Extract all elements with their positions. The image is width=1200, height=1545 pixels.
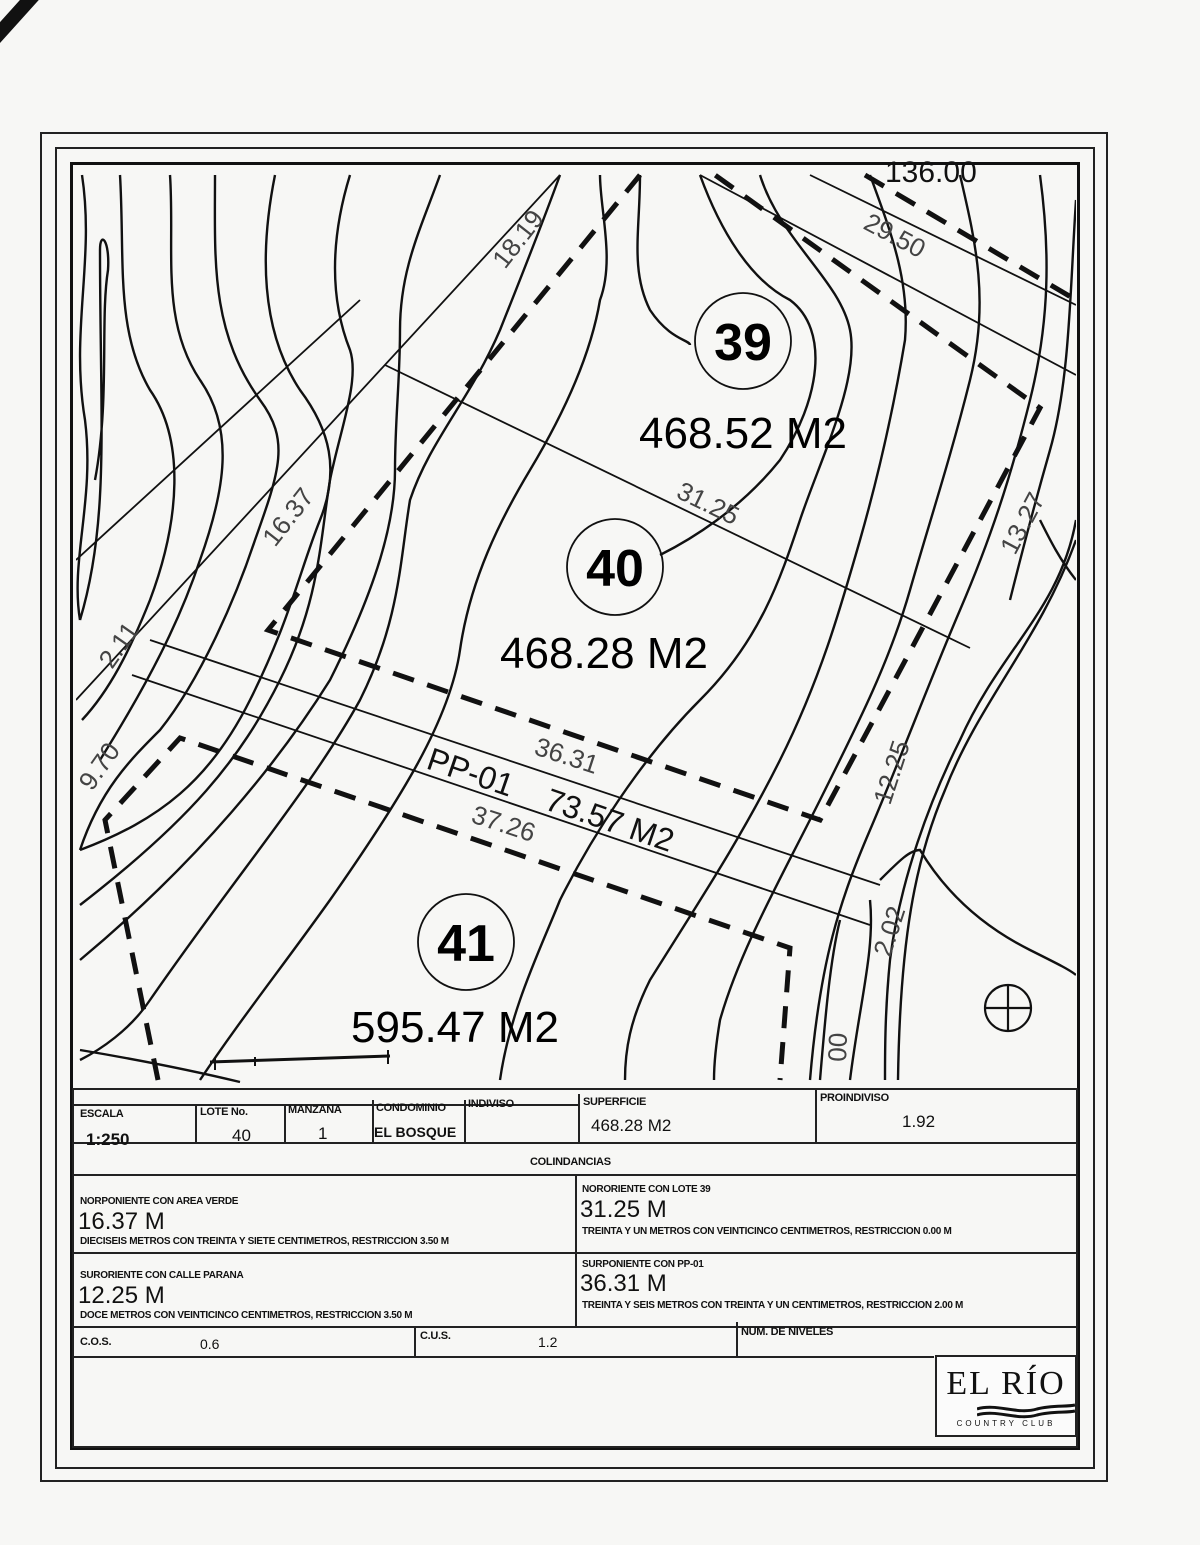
walkway-area: 73.57 M2 [540,781,679,859]
boundary-text: TREINTA Y SEIS METROS CON TREINTA Y UN CENTIMETROS, RESTRICCION 2.00 M [582,1300,964,1311]
lot-39-number: 39 [714,314,772,372]
proindiviso-label: PROINDIVISO [820,1092,889,1104]
lot-40-number: 40 [586,540,644,598]
cus-label: C.U.S. [420,1330,451,1342]
boundary-heading: SURPONIENTE CON PP-01 [582,1259,704,1270]
dim-2-11: 2.11 [92,616,145,674]
lote-value: 40 [232,1126,251,1145]
divider [72,1252,1078,1254]
manzana-value: 1 [318,1124,328,1143]
lot-41-area: 595.47 M2 [351,1003,559,1052]
manzana-label: MANZANA [288,1104,342,1116]
lot-40-area: 468.28 M2 [500,629,708,678]
compass-icon [985,985,1031,1031]
escala-label: ESCALA [80,1108,124,1120]
dim-18-19: 18.19 [486,203,550,274]
divider [815,1090,817,1144]
boundary-heading: SURORIENTE CON CALLE PARANA [80,1270,244,1281]
cos-label: C.O.S. [80,1336,112,1348]
divider [736,1322,738,1356]
boundary-text: TREINTA Y UN METROS CON VEINTICINCO CENTIMETROS, RESTRICCION 0.00 M [582,1226,952,1237]
lot-39-area: 468.52 M2 [639,409,847,458]
colindancias-label: COLINDANCIAS [530,1156,611,1168]
divider [195,1104,197,1144]
divider [575,1174,577,1326]
dim-31-25: 31.25 [672,475,745,531]
proindiviso-value: 1.92 [902,1112,936,1131]
lot-41-number: 41 [437,915,495,973]
divider [72,1356,934,1358]
dim-16-37: 16.37 [256,481,320,552]
dim-12-25: 12.25 [867,736,916,808]
logo-title: EL RÍO [946,1365,1066,1402]
divider [578,1094,580,1144]
superficie-label: SUPERFICIE [583,1096,647,1108]
dim-29-50: 29.50 [859,206,931,264]
boundary-text: DOCE METROS CON VEINTICINCO CENTIMETROS, RESTRICCION 3.50 M [80,1310,413,1321]
superficie-value: 468.28 M2 [591,1116,672,1135]
cos-value: 0.6 [200,1336,220,1352]
dim-36-31: 36.31 [531,731,603,780]
indiviso-label: INDIVISO [468,1098,514,1110]
condominio-label: CONDOMINIO [376,1102,446,1114]
dim-2-02: 2.02 [867,902,912,960]
boundary-text: DIECISEIS METROS CON TREINTA Y SIETE CENTIMETROS, RESTRICCION 3.50 M [80,1236,449,1247]
boundary-heading: NORORIENTE CON LOTE 39 [582,1184,711,1195]
boundary-measure: 31.25 M [580,1196,667,1223]
boundary-measure: 16.37 M [78,1208,165,1235]
el-rio-logo [935,1355,1077,1437]
dim-00: 00 [822,1032,854,1063]
divider [464,1100,466,1144]
lote-label: LOTE No. [200,1106,248,1118]
walkway-code: PP-01 [422,740,519,804]
water-waves-icon [977,1401,1077,1421]
dim-37-26: 37.26 [468,799,540,848]
cus-value: 1.2 [538,1334,558,1350]
escala-value: 1:250 [86,1130,130,1149]
boundary-heading: NORPONIENTE CON AREA VERDE [80,1196,239,1207]
condominio-value: EL BOSQUE [374,1124,457,1140]
top-partial-dimension: 136.00 [885,156,977,189]
dim-9-70: 9.70 [72,736,126,796]
dim-13-27: 13.27 [993,487,1051,559]
niveles-label: NUM. DE NIVELES [741,1326,834,1338]
divider [414,1326,416,1356]
scale-bar [210,1050,390,1070]
setback-lines [105,175,1076,1080]
logo-subtitle: COUNTRY CLUB [956,1419,1056,1428]
row1-bottom-line [72,1142,1078,1144]
divider [72,1326,1078,1328]
boundary-measure: 12.25 M [78,1282,165,1309]
boundary-measure: 36.31 M [580,1270,667,1297]
divider [284,1104,286,1144]
